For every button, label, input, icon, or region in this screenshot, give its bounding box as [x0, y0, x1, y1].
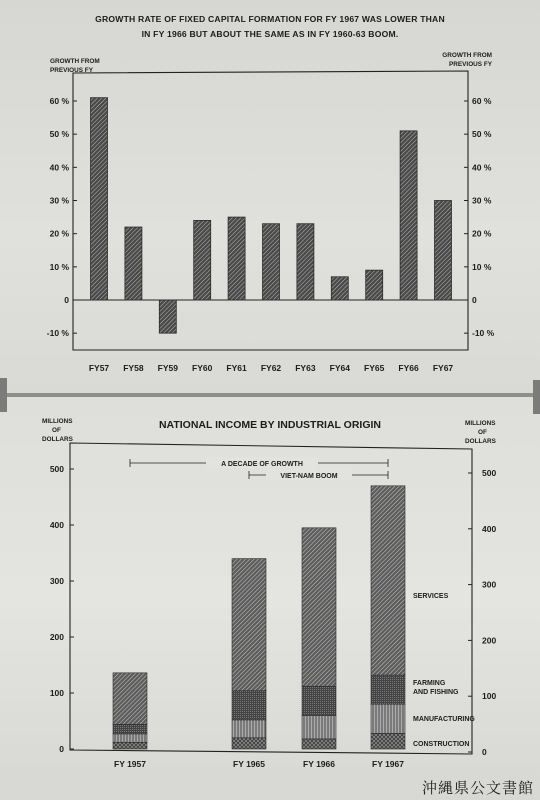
growth-bar — [331, 277, 348, 300]
growth-left-tick-label: 30 % — [49, 195, 69, 206]
left-axis-header-line-1: GROWTH FROM — [50, 58, 100, 65]
income-bar-segment — [371, 486, 405, 675]
income-x-label: FY 1967 — [372, 759, 404, 769]
income-left-tick-label: 400 — [49, 520, 64, 530]
growth-x-label: FY58 — [123, 363, 144, 373]
income-right-tick-label: 0 — [482, 747, 487, 757]
income-x-label: FY 1965 — [233, 759, 265, 769]
income-x-label: FY 1957 — [114, 759, 146, 769]
left-axis-header-line-2: PREVIOUS FY — [50, 67, 93, 74]
vietnam-annotation-label: VIET-NAM BOOM — [280, 473, 338, 480]
income-right-header-line-2: OF — [478, 429, 487, 436]
construction-label: CONSTRUCTION — [413, 741, 470, 748]
growth-bars — [91, 98, 452, 333]
income-bar-segment — [113, 673, 147, 725]
income-right-header-line-1: MILLIONS — [465, 420, 496, 427]
growth-left-tick-label: 50 % — [49, 129, 69, 140]
growth-bar — [366, 270, 383, 300]
growth-bar — [194, 220, 211, 300]
manufacturing-label: MANUFACTURING — [413, 716, 475, 723]
income-left-header-line-3: DOLLARS — [42, 436, 73, 443]
growth-bar — [400, 131, 417, 300]
growth-x-label: FY65 — [364, 363, 385, 373]
income-right-tick-label: 100 — [482, 691, 497, 702]
growth-bar — [435, 201, 452, 301]
archive-watermark: 沖縄県公文書館 — [421, 779, 534, 797]
growth-left-tick-label: -10 % — [46, 328, 69, 339]
growth-x-labels — [89, 363, 454, 373]
farming-label-line-1: FARMING — [413, 680, 446, 687]
income-bar-segment — [371, 733, 405, 749]
income-left-tick-label: 500 — [49, 464, 64, 474]
income-stacked-bars — [113, 486, 405, 749]
income-right-header-line-3: DOLLARS — [465, 438, 496, 445]
growth-right-tick-label: 60 % — [472, 96, 492, 106]
income-bar-segment — [371, 675, 405, 704]
growth-right-tick-label: 30 % — [472, 195, 492, 206]
income-left-header-line-2: OF — [52, 427, 61, 434]
right-axis-header-line-2: PREVIOUS FY — [449, 61, 492, 68]
income-bar-segment — [302, 528, 336, 686]
income-left-header-line-1: MILLIONS — [42, 418, 73, 425]
decade-annotation-label: A DECADE OF GROWTH — [221, 461, 303, 468]
growth-x-label: FY57 — [88, 363, 110, 373]
income-left-tick-label: 300 — [49, 576, 64, 586]
growth-chart-title-line-1: GROWTH RATE OF FIXED CAPITAL FORMATION FOR FY 1967 WAS LOWER THAN — [95, 14, 445, 24]
growth-x-label: FY60 — [192, 363, 213, 373]
income-segment-labels — [413, 593, 475, 748]
income-bar-segment — [232, 559, 266, 691]
growth-x-label: FY62 — [260, 363, 282, 373]
growth-right-tick-label: 10 % — [472, 261, 492, 272]
income-right-tick-label: 200 — [482, 635, 497, 646]
growth-x-label: FY59 — [157, 363, 178, 373]
growth-right-tick-label: 40 % — [472, 162, 492, 173]
farming-label-line-2: AND FISHING — [413, 689, 459, 696]
growth-right-tick-label: 0 — [472, 295, 477, 305]
income-left-tick-label: 100 — [49, 688, 64, 698]
income-bar-segment — [232, 720, 266, 738]
growth-bar — [297, 224, 314, 300]
growth-right-tick-label: 20 % — [472, 228, 492, 239]
growth-left-tick-label: 60 % — [49, 96, 69, 106]
right-axis-header-line-1: GROWTH FROM — [442, 52, 492, 59]
income-bar-segment — [302, 686, 336, 715]
national-income-chart — [0, 397, 540, 800]
income-bar-segment — [232, 738, 266, 749]
income-left-tick-label: 0 — [59, 744, 64, 754]
growth-x-label: FY67 — [432, 363, 454, 373]
growth-x-label: FY61 — [226, 363, 247, 373]
income-chart-title: NATIONAL INCOME BY INDUSTRIAL ORIGIN — [158, 419, 382, 431]
growth-right-tick-label: 50 % — [472, 129, 492, 140]
income-bar-segment — [232, 691, 266, 720]
income-x-labels — [114, 759, 404, 769]
income-left-tick-label: 200 — [49, 632, 64, 642]
growth-bar — [228, 217, 245, 300]
income-right-tick-label: 400 — [482, 523, 497, 534]
growth-x-label: FY63 — [295, 363, 316, 373]
income-bar-segment — [302, 739, 336, 749]
growth-y-ticks — [47, 96, 495, 338]
growth-left-tick-label: 40 % — [49, 162, 69, 173]
growth-x-label: FY64 — [329, 363, 350, 373]
growth-left-tick-label: 10 % — [49, 261, 69, 272]
income-bar-segment — [113, 724, 147, 734]
income-bar-segment — [371, 704, 405, 733]
income-right-tick-label: 500 — [482, 468, 497, 478]
growth-bar — [263, 224, 280, 300]
income-bar-segment — [113, 742, 147, 749]
income-x-label: FY 1966 — [303, 759, 335, 769]
growth-left-tick-label: 0 — [64, 295, 69, 305]
growth-bar — [91, 98, 108, 300]
growth-chart-title-line-2: IN FY 1966 BUT ABOUT THE SAME AS IN FY 1960-63 BOOM. — [141, 29, 399, 39]
growth-bar — [125, 227, 142, 300]
growth-right-tick-label: -10 % — [472, 328, 495, 339]
growth-x-label: FY66 — [398, 363, 419, 373]
income-bar-segment — [113, 734, 147, 742]
growth-left-tick-label: 20 % — [49, 228, 69, 239]
income-right-tick-label: 300 — [482, 579, 497, 590]
services-label: SERVICES — [413, 593, 449, 600]
income-annotations — [130, 457, 388, 480]
income-bar-segment — [302, 715, 336, 739]
growth-rate-chart — [0, 0, 540, 393]
growth-bar — [159, 300, 176, 333]
